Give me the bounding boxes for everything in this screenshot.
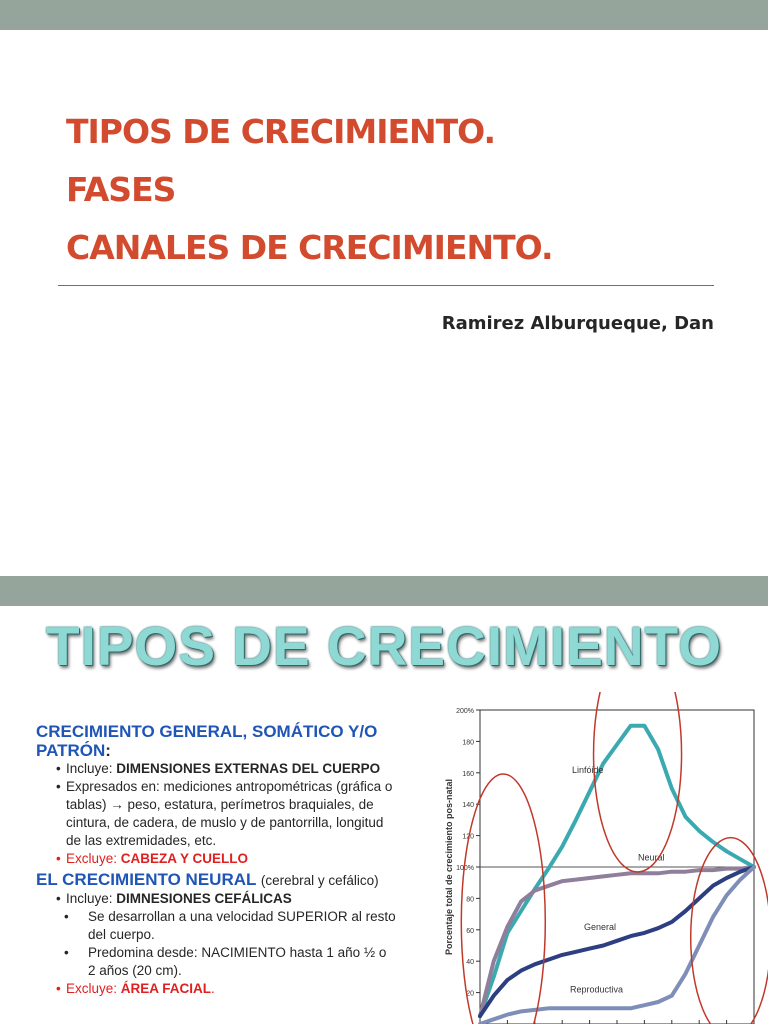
series-line [480, 867, 754, 1024]
y-tick-label: 60 [466, 927, 474, 935]
series-label: Neural [638, 852, 665, 863]
slide-title-line-3: CANALES DE CRECIMIENTO. [66, 228, 553, 267]
bullet-list-general [36, 760, 396, 868]
sub-list [36, 908, 396, 980]
author-name: Ramirez Alburqueque, Dan [441, 313, 714, 334]
title-divider [58, 285, 714, 286]
series-label: Reproductiva [570, 984, 624, 995]
list-item: • Expresados en: mediciones antropométricas (gráfica o tablas) → peso, estatura, perímetros braquiales, de cintura, de cadera, de muslo y de pantorrilla, longitud de las extremidades, etc. [36, 778, 396, 850]
list-item: • Incluye: DIMENSIONES EXTERNAS DEL CUERPO [36, 760, 396, 778]
y-axis-label: Porcentaje total de crecimiento pos-natal [444, 778, 454, 956]
series-label: Linfóide [572, 764, 604, 775]
sub-list-item: • Se desarrollan a una velocidad SUPERIOR al resto del cuerpo. [36, 908, 396, 944]
list-item: • Incluye: DIMNESIONES CEFÁLICAS • Se desarrollan a una velocidad SUPERIOR al resto del cuerpo. • Predomina desde: NACIMIENTO hasta 1 año ½ o 2 años (20 cm). [36, 890, 396, 980]
y-tick-label: 200% [456, 708, 474, 715]
slide-title-line-2: FASES [66, 170, 176, 209]
y-tick-label: 180 [462, 739, 474, 747]
series-label: General [584, 921, 617, 932]
y-tick-label: 160 [462, 770, 474, 778]
slide-title-line-1: TIPOS DE CRECIMIENTO. [66, 112, 496, 151]
slide-heading: TIPOS DE CRECIMIENTO [46, 615, 722, 677]
top-accent-bar [0, 576, 768, 606]
chart-svg [436, 692, 768, 1024]
y-tick-label: 120 [462, 833, 474, 841]
annotation-ellipse [691, 838, 768, 1024]
growth-curves-chart [436, 692, 768, 1024]
bullet-list-neural [36, 890, 396, 998]
text-column [36, 722, 396, 998]
section-heading-neural: EL CRECIMIENTO NEURAL (cerebral y cefálico) [36, 870, 379, 889]
list-item: • Excluye: ÁREA FACIAL. [36, 980, 396, 998]
sub-list-item: • Predomina desde: NACIMIENTO hasta 1 año ½ o 2 años (20 cm). [36, 944, 396, 980]
y-tick-label: 100% [456, 865, 474, 872]
top-accent-bar [0, 0, 768, 30]
y-tick-label: 140 [462, 802, 474, 810]
content-slide [0, 576, 768, 1024]
y-tick-label: 40 [466, 959, 474, 967]
y-tick-label: 80 [466, 896, 474, 904]
y-tick-label: 20 [466, 990, 474, 998]
list-item: • Excluye: CABEZA Y CUELLO [36, 850, 396, 868]
section-heading-general: CRECIMIENTO GENERAL, SOMÁTICO Y/O PATRÓN: [36, 722, 378, 760]
